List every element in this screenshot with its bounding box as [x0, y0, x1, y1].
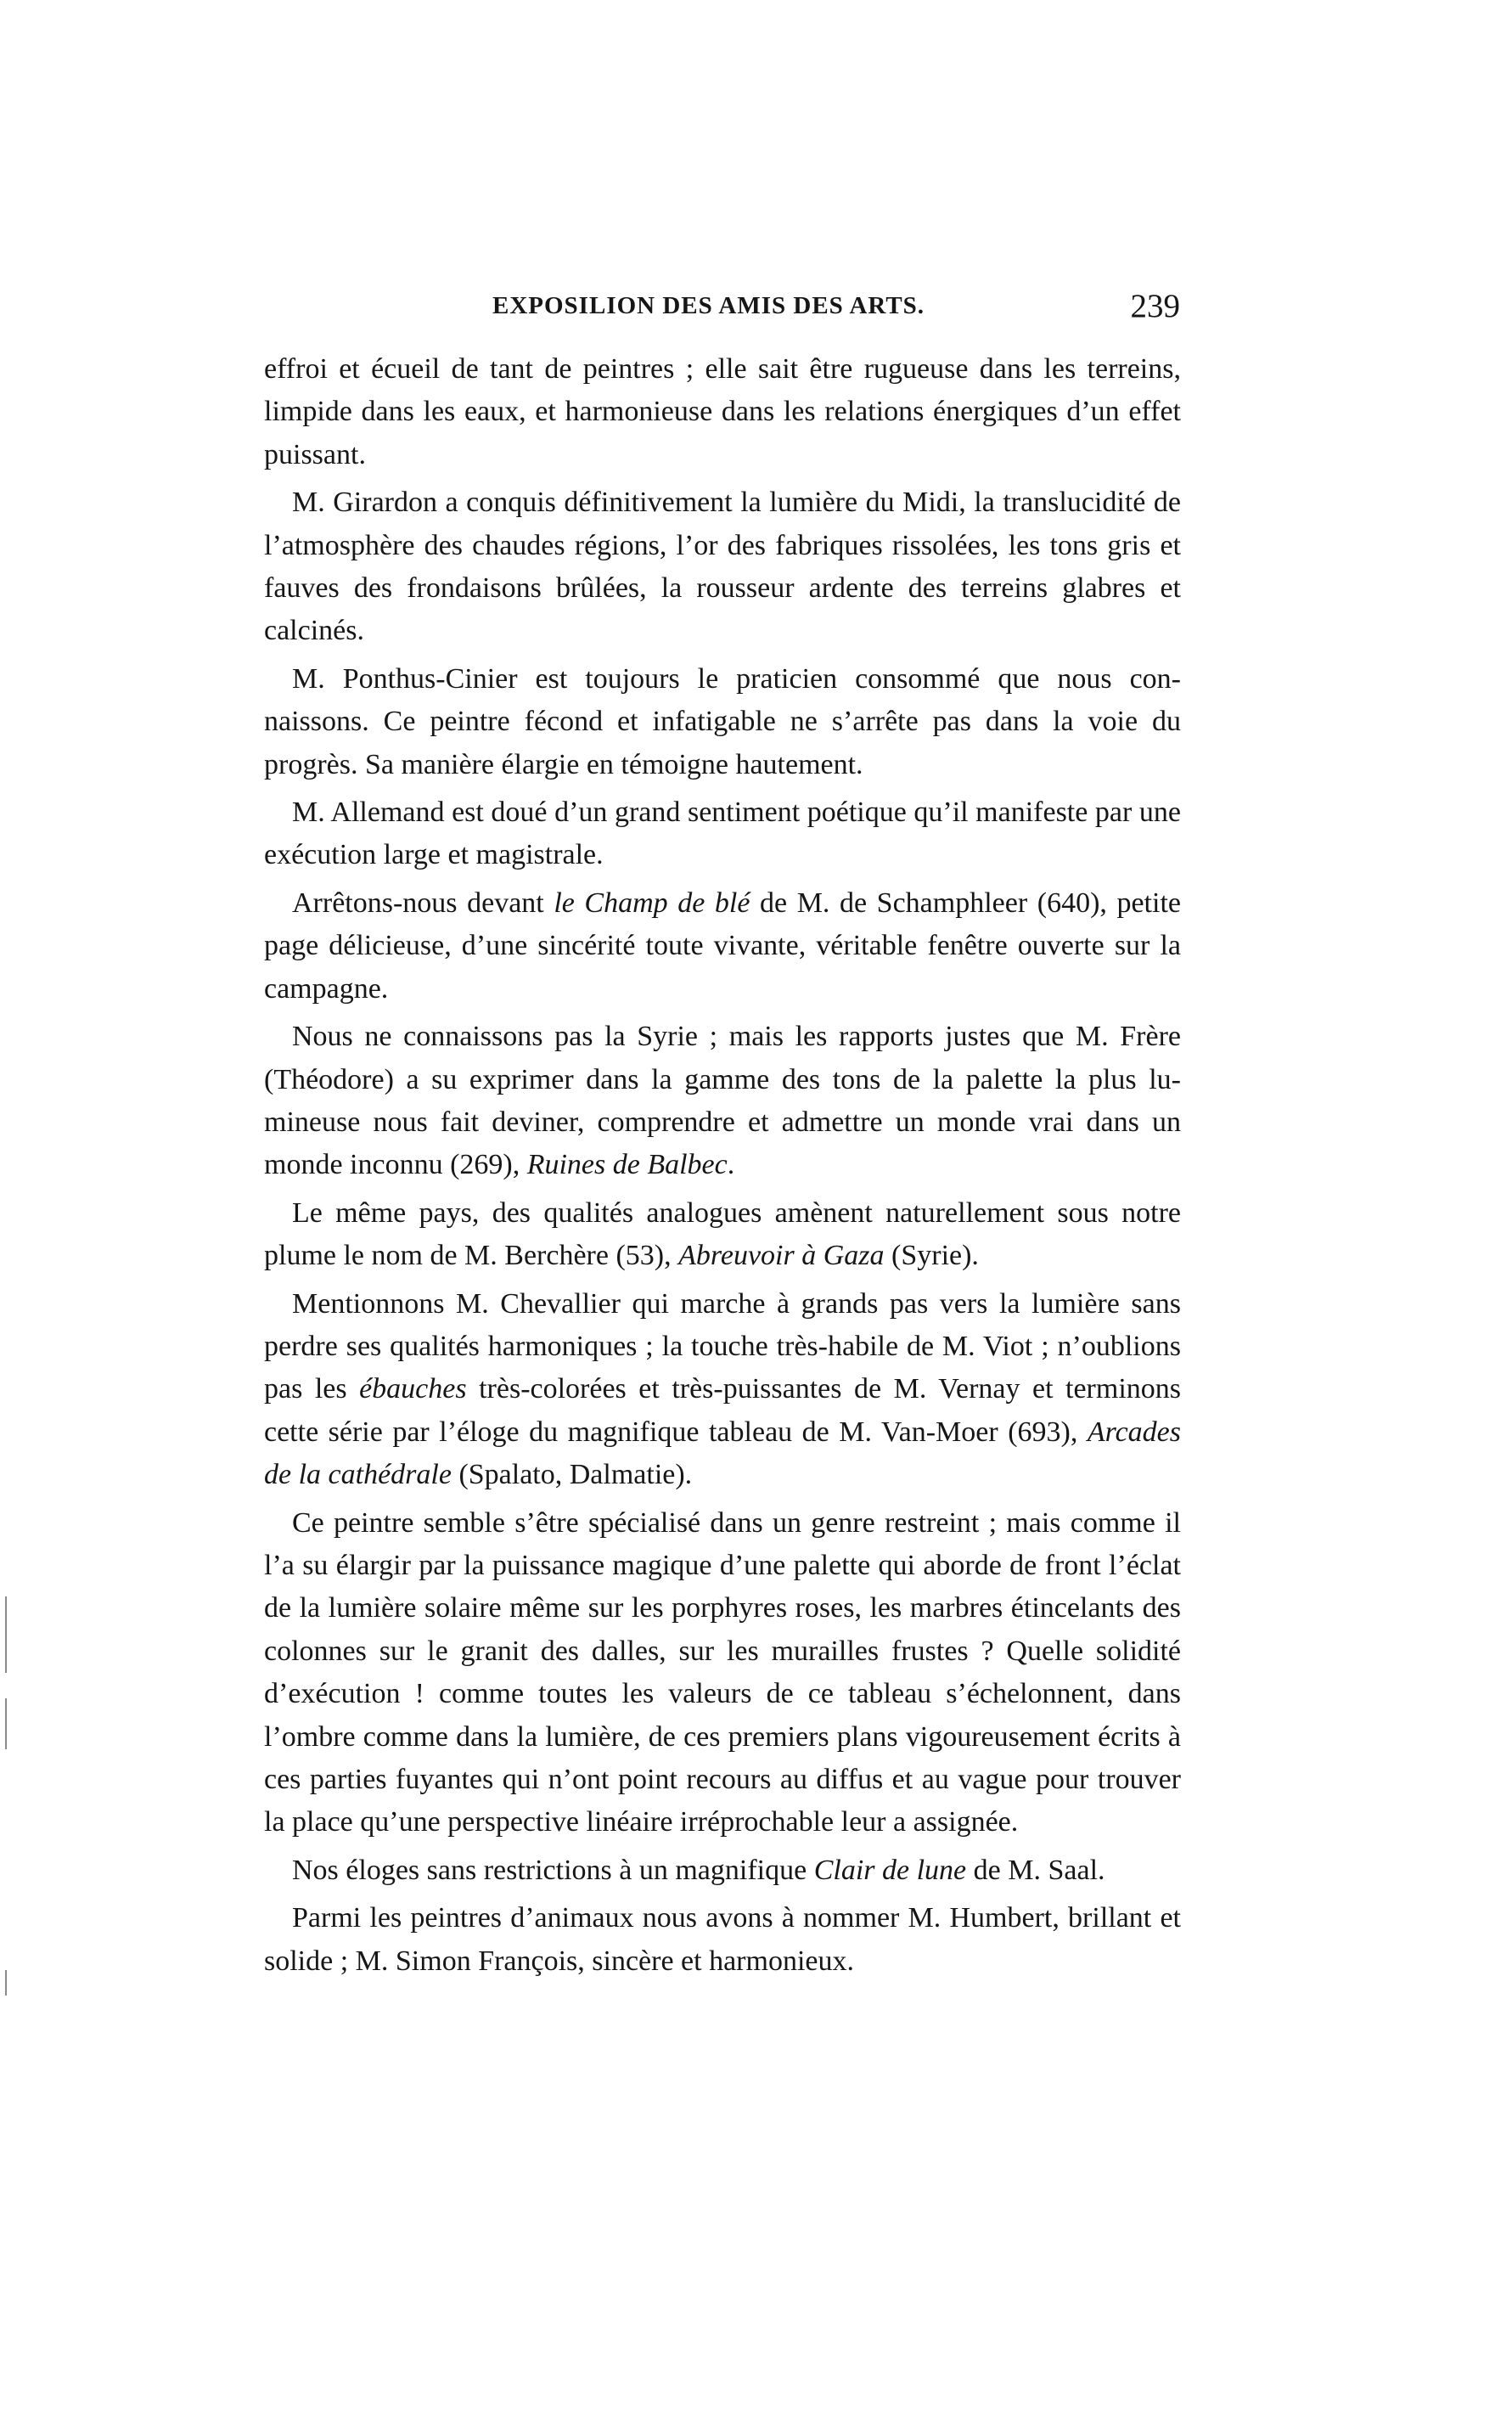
- text-run: Parmi les peintres d’animaux nous avons à nommer M. Humbert, brillant et solide ; M. Simon François, sincère et harmonieux.: [264, 1902, 1181, 1977]
- paragraph: [264, 481, 1181, 653]
- paragraph: [264, 348, 1181, 476]
- emphasis-term: ébauches: [359, 1373, 467, 1405]
- artwork-title: Abreuvoir à Gaza: [678, 1240, 885, 1272]
- running-header: [492, 288, 1180, 333]
- paragraph: [264, 882, 1181, 1011]
- running-title: EXPOSILION DES AMIS DES ARTS.: [492, 292, 925, 319]
- text-run: effroi et écueil de tant de peintres ; elle sait être rugueuse dans les terreins, limpide dans les eaux, et harmonieuse dans les relations énergiques d’un effet puissant.: [264, 353, 1181, 470]
- artwork-title: le Champ de blé: [554, 887, 750, 919]
- paragraph: [264, 1897, 1181, 1983]
- artwork-title: Ruines de Balbec: [526, 1149, 728, 1181]
- text-run: Mentionnons M. Chevallier qui marche à grands pas vers la lumière sans perdre ses qualités harmoniques ; la touche très-habile de M. Viot ; n’oublions pas les: [264, 1287, 1181, 1405]
- body-text: [264, 348, 1181, 1988]
- artwork-title: Clair de lune: [813, 1854, 967, 1886]
- text-run: Ce peintre semble s’être spécialisé dans un genre restreint ; mais comme il l’a su élargir par la puissance magique d’une palette qui aborde de front l’éclat de la lumière solaire même sur les porphyres roses, les marbres étincelants des colonnes sur le granit des dalles, sur les murailles frustes ? Quelle solidité d’exécution ! comme toutes les valeurs de ce tableau s’échelonnent, dans l’ombre comme dans la lumière, de ces premiers plans vigoureusement écrits à ces parties fuyantes qui n’ont point recours au diffus et au vague pour trouver la place qu’une perspective linéaire irréprochable leur a assignée.: [264, 1506, 1181, 1838]
- paragraph: [264, 1283, 1181, 1497]
- scan-edge-mark: [5, 1970, 7, 1996]
- text-run: de M. Saal.: [966, 1854, 1105, 1886]
- scan-edge-mark: [5, 1596, 7, 1673]
- paragraph: [264, 658, 1181, 786]
- text-run: (Spalato, Dalmatie).: [451, 1459, 693, 1491]
- text-run: M. Ponthus-Cinier est toujours le praticien consommé que nous connaissons. Ce peintre fécond et infatigable ne s’arrête pas dans la voie du progrès. Sa manière élargie en témoigne hautement.: [264, 662, 1181, 780]
- paragraph: [264, 791, 1181, 877]
- text-run: (Syrie).: [884, 1240, 979, 1272]
- paragraph: [264, 1016, 1181, 1187]
- text-run: Arrêtons-nous devant: [292, 887, 554, 919]
- text-run: .: [727, 1149, 735, 1181]
- paragraph: [264, 1192, 1181, 1278]
- paragraph: [264, 1502, 1181, 1844]
- text-run: M. Girardon a conquis définitivement la lumière du Midi, la translucidité de l’atmosphère des chaudes régions, l’or des fabriques rissolées, les tons gris et fauves des frondaisons brûlées, la rousseur ardente des terreins glabres et calcinés.: [264, 487, 1181, 647]
- text-run: très-colorées et très-puissantes de M. Vernay et terminons cette série par l’éloge du magnifique tableau de M. Van-Moer (693),: [264, 1373, 1182, 1448]
- text-run: Nous ne connaissons pas la Syrie ; mais les rapports justes que M. Frère (Théodore) a su exprimer dans la gamme des tons de la palette la plus lumineuse nous fait deviner, comprendre et admettre un monde vrai dans un monde inconnu (269),: [264, 1021, 1181, 1181]
- text-run: Le même pays, des qualités analogues amènent naturellement sous notre plume le nom de M. Berchère (53),: [264, 1196, 1181, 1272]
- text-run: Nos éloges sans restrictions à un magnifique: [292, 1854, 814, 1886]
- artwork-title: Arcades de la cathédrale: [264, 1416, 1181, 1491]
- text-run: de M. de Schamphleer (640), petite page délicieuse, d’une sincérité toute vivante, véritable fenêtre ouverte sur la campagne.: [264, 887, 1181, 1005]
- scan-edge-mark: [5, 1698, 7, 1749]
- paragraph: [264, 1849, 1181, 1892]
- text-run: M. Allemand est doué d’un grand sentiment poétique qu’il manifeste par une exécution large et magistrale.: [264, 797, 1181, 871]
- page-number: 239: [1130, 288, 1180, 324]
